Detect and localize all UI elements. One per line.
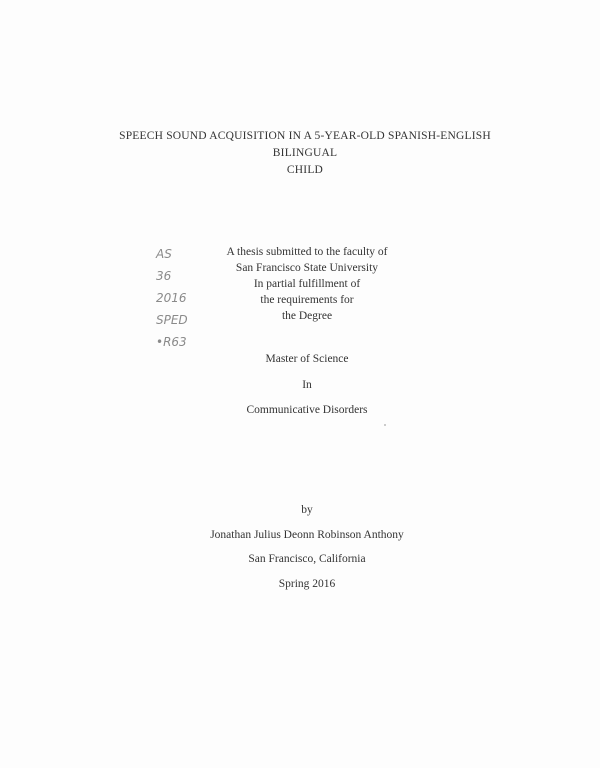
submission-line: In partial fulfillment of — [253, 278, 361, 290]
submission-line: the Degree — [281, 310, 333, 322]
by-label: by — [301, 504, 313, 516]
call-number-line: AS — [156, 247, 172, 261]
location: San Francisco, California — [248, 553, 366, 565]
call-number-line: 36 — [156, 269, 172, 283]
in-label: In — [302, 379, 312, 391]
submission-line: the requirements for — [260, 294, 354, 306]
submission-statement — [190, 244, 424, 324]
field-of-study: Communicative Disorders — [246, 404, 368, 416]
thesis-title — [100, 128, 510, 179]
submission-line: A thesis submitted to the faculty of — [226, 246, 388, 258]
scan-speck — [384, 424, 386, 426]
call-number-line: SPED — [156, 313, 188, 327]
thesis-title-line-2: CHILD — [286, 164, 324, 176]
call-number-line: 2016 — [156, 291, 187, 305]
degree-name: Master of Science — [265, 353, 349, 365]
thesis-title-line-1: SPEECH SOUND ACQUISITION IN A 5-YEAR-OLD SPANISH-ENGLISH BILINGUAL — [119, 130, 491, 159]
call-number-line: •R63 — [156, 335, 187, 349]
author-name: Jonathan Julius Deonn Robinson Anthony — [210, 529, 404, 541]
submission-line: San Francisco State University — [235, 262, 379, 274]
submission-date: Spring 2016 — [278, 578, 336, 590]
